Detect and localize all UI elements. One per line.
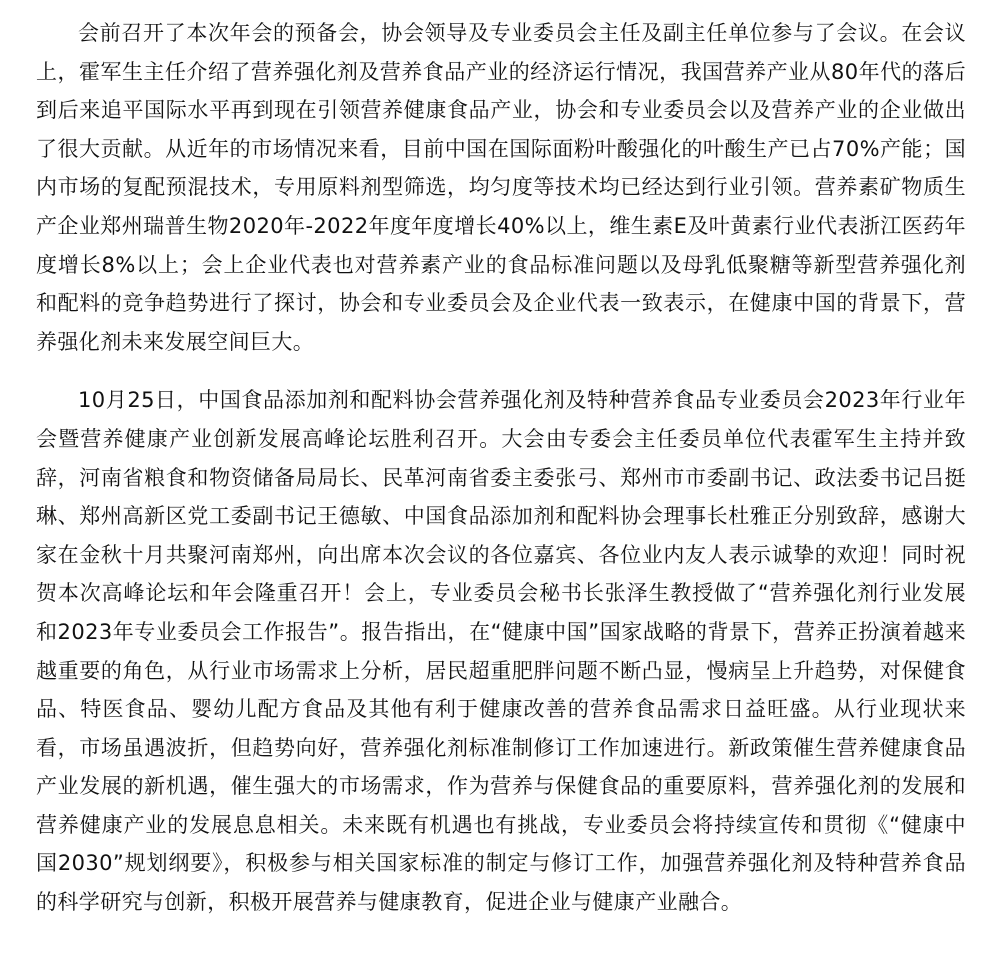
paragraph-annual-conference: 10月25日，中国食品添加剂和配料协会营养强化剂及特种营养食品专业委员会2023年行业年会暨营养健康产业创新发展高峰论坛胜利召开。大会由专委会主任委员单位代表霍军生主持并致辞，河南省粮食和物资储备局局长、民革河南省委主委张弓、郑州市市委副书记、政法委书记吕挺琳、郑州高新区党工委副书记王德敏、中国食品添加剂和配料协会理事长杜雅正分别致辞，感谢大家在金秋十月共聚河南郑州，向出席本次会议的各位嘉宾、各位业内友人表示诚挚的欢迎！同时祝贺本次高峰论坛和年会隆重召开！会上，专业委员会秘书长张泽生教授做了“营养强化剂行业发展和2023年专业委员会工作报告”。报告指出，在“健康中国”国家战略的背景下，营养正扮演着越来越重要的角色，从行业市场需求上分析，居民超重肥胖问题不断凸显，慢病呈上升趋势，对保健食品、特医食品、婴幼儿配方食品及其他有利于健康改善的营养食品需求日益旺盛。从行业现状来看，市场虽遇波折，但趋势向好，营养强化剂标准制修订工作加速进行。新政策催生营养健康食品产业发展的新机遇，催生强大的市场需求，作为营养与保健食品的重要原料，营养强化剂的发展和营养健康产业的发展息息相关。未来既有机遇也有挑战，专业委员会将持续宣传和贯彻《“健康中国2030”规划纲要》，积极参与相关国家标准的制定与修订工作，加强营养强化剂及特种营养食品的科学研究与创新，积极开展营养与健康教育，促进企业与健康产业融合。 bbox=[36, 388, 966, 915]
paragraph-preparatory-meeting: 会前召开了本次年会的预备会，协会领导及专业委员会主任及副主任单位参与了会议。在会议上，霍军生主任介绍了营养强化剂及营养食品产业的经济运行情况，我国营养产业从80年代的落后到后来追平国际水平再到现在引领营养健康食品产业，协会和专业委员会以及营养产业的企业做出了很大贡献。从近年的市场情况来看，目前中国在国际面粉叶酸强化的叶酸生产已占70%产能；国内市场的复配预混技术，专用原料剂型筛选，均匀度等技术均已经达到行业引领。营养素矿物质生产企业郑州瑞普生物2020年-2022年度年度增长40%以上，维生素E及叶黄素行业代表浙江医药年度增长8%以上；会上企业代表也对营养素产业的食品标准问题以及母乳低聚糖等新型营养强化剂和配料的竞争趋势进行了探讨，协会和专业委员会及企业代表一致表示，在健康中国的背景下，营养强化剂未来发展空间巨大。 bbox=[36, 21, 966, 354]
